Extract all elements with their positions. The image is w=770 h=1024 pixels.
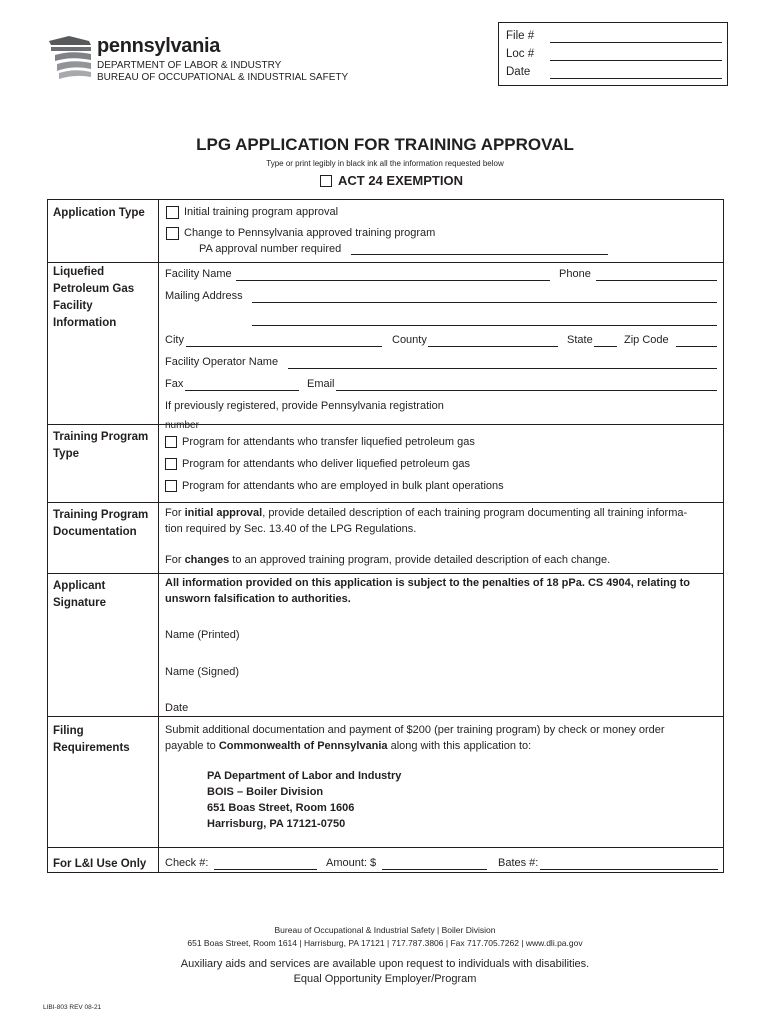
emphasis: initial approval [184,507,263,519]
change-program-label: Change to Pennsylvania approved training program [184,227,436,239]
date-label: Date [506,66,531,78]
office-use-label: For L&I Use Only [53,858,147,870]
documentation-line-1: For initial approval, provide detailed description of each training program documenting all training informa- [165,507,688,519]
registration-label-cont: number [165,420,199,431]
documentation-label-1: Training Program [53,509,149,521]
state-field[interactable] [594,346,617,347]
bulk-plant-program-label: Program for attendants who are employed in bulk plant operations [182,480,504,492]
filing-line-1: Submit additional documentation and payment of $200 (per training program) by check or money order [165,724,665,736]
check-number-field[interactable] [214,869,317,870]
name-printed-label: Name (Printed) [165,629,240,641]
row-divider [47,847,724,848]
row-divider [47,716,724,717]
mailing-address-field-2[interactable] [252,325,717,326]
phone-field[interactable] [596,280,717,281]
table-bottom-border [47,872,724,873]
file-number-field[interactable] [550,42,722,43]
table-column-divider [158,199,159,872]
facility-info-label-2: Petroleum Gas [53,283,135,295]
row-divider [47,424,724,425]
signature-label-1: Applicant [53,580,106,592]
change-program-checkbox[interactable] [166,227,179,240]
documentation-line-2: tion required by Sec. 13.40 of the LPG Regulations. [165,523,417,535]
phone-label: Phone [559,268,591,280]
state-wordmark: pennsylvania [97,35,221,57]
loc-number-label: Loc # [506,48,535,60]
page-subtitle: Type or print legibly in black ink all the information requested below [266,159,504,168]
fax-field[interactable] [185,390,299,391]
name-signed-label: Name (Signed) [165,666,239,678]
initial-approval-checkbox[interactable] [166,206,179,219]
signature-date-label: Date [165,702,189,714]
application-type-label: Application Type [53,207,145,219]
payee-name: Commonwealth of Pennsylvania [218,740,388,752]
filing-label-2: Requirements [53,742,130,754]
facility-info-label-4: Information [53,317,117,329]
table-top-border [47,199,724,200]
table-right-border [723,199,724,872]
zip-code-label: Zip Code [624,334,669,346]
amount-label: Amount: $ [326,857,377,869]
row-divider [47,262,724,263]
footer-bureau: Bureau of Occupational & Industrial Safety | Boiler Division [274,925,496,935]
footer-accessibility: Auxiliary aids and services are available upon request to individuals with disabilities. [180,958,590,970]
registration-label: If previously registered, provide Pennsylvania registration [165,400,444,412]
program-type-label-1: Training Program [53,431,149,443]
signature-label-2: Signature [53,597,107,609]
page-title: LPG APPLICATION FOR TRAINING APPROVAL [196,135,574,154]
documentation-line-3: For changes to an approved training program, provide detailed description of each change. [165,554,611,566]
pa-logo [47,33,93,79]
initial-approval-label: Initial training program approval [184,206,339,218]
transfer-program-checkbox[interactable] [165,436,177,448]
program-type-label-2: Type [53,448,79,460]
act24-exemption-checkbox[interactable] [320,175,332,187]
filing-label-1: Filing [53,725,84,737]
mailing-address-line-3: 651 Boas Street, Room 1606 [207,802,355,814]
email-field[interactable] [336,390,717,391]
county-field[interactable] [428,346,558,347]
bates-number-field[interactable] [540,869,718,870]
keystone-logo-icon [47,33,93,79]
operator-name-label: Facility Operator Name [165,356,279,368]
pa-approval-number-field[interactable] [351,254,608,255]
bulk-plant-program-checkbox[interactable] [165,480,177,492]
documentation-label-2: Documentation [53,526,137,538]
bureau-name: BUREAU OF OCCUPATIONAL & INDUSTRIAL SAFETY [97,72,349,83]
loc-number-field[interactable] [550,60,722,61]
file-number-label: File # [506,30,535,42]
deliver-program-checkbox[interactable] [165,458,177,470]
pa-approval-number-label: PA approval number required [199,243,342,255]
footer-contact: 651 Boas Street, Room 1614 | Harrisburg, PA 17121 | 717.787.3806 | Fax 717.705.7262 | www.dli.pa.gov [187,938,583,948]
act24-exemption-label: ACT 24 EXEMPTION [338,173,463,188]
row-divider [47,573,724,574]
table-left-border [47,199,48,872]
bates-number-label: Bates #: [498,857,539,869]
facility-info-label-3: Facility [53,300,93,312]
check-number-label: Check #: [165,857,209,869]
penalty-warning-2: unsworn falsification to authorities. [165,593,351,605]
mailing-address-line-1: PA Department of Labor and Industry [207,770,402,782]
fax-label: Fax [165,378,184,390]
city-label: City [165,334,184,346]
row-divider [47,502,724,503]
penalty-warning-1: All information provided on this application is subject to the penalties of 18 pPa. CS 4904, relating to [165,577,691,589]
date-field[interactable] [550,78,722,79]
transfer-program-label: Program for attendants who transfer liquefied petroleum gas [182,436,475,448]
city-field[interactable] [186,346,382,347]
mailing-address-line-4: Harrisburg, PA 17121-0750 [207,818,346,830]
mailing-address-label: Mailing Address [165,290,243,302]
filing-line-2: payable to Commonwealth of Pennsylvania along with this application to: [165,740,532,752]
email-label: Email [307,378,335,390]
facility-name-label: Facility Name [165,268,232,280]
mailing-address-field[interactable] [252,302,717,303]
state-label: State [567,334,593,346]
emphasis: changes [184,554,230,566]
form-id: LIBI-803 REV 08-21 [43,1004,102,1011]
deliver-program-label: Program for attendants who deliver liquefied petroleum gas [182,458,470,470]
facility-name-field[interactable] [236,280,550,281]
amount-field[interactable] [382,869,487,870]
county-label: County [392,334,427,346]
operator-name-field[interactable] [288,368,717,369]
department-name: DEPARTMENT OF LABOR & INDUSTRY [97,60,282,71]
mailing-address-line-2: BOIS – Boiler Division [207,786,324,798]
footer-eoe: Equal Opportunity Employer/Program [293,973,477,985]
zip-code-field[interactable] [676,346,717,347]
facility-info-label-1: Liquefied [53,266,105,278]
